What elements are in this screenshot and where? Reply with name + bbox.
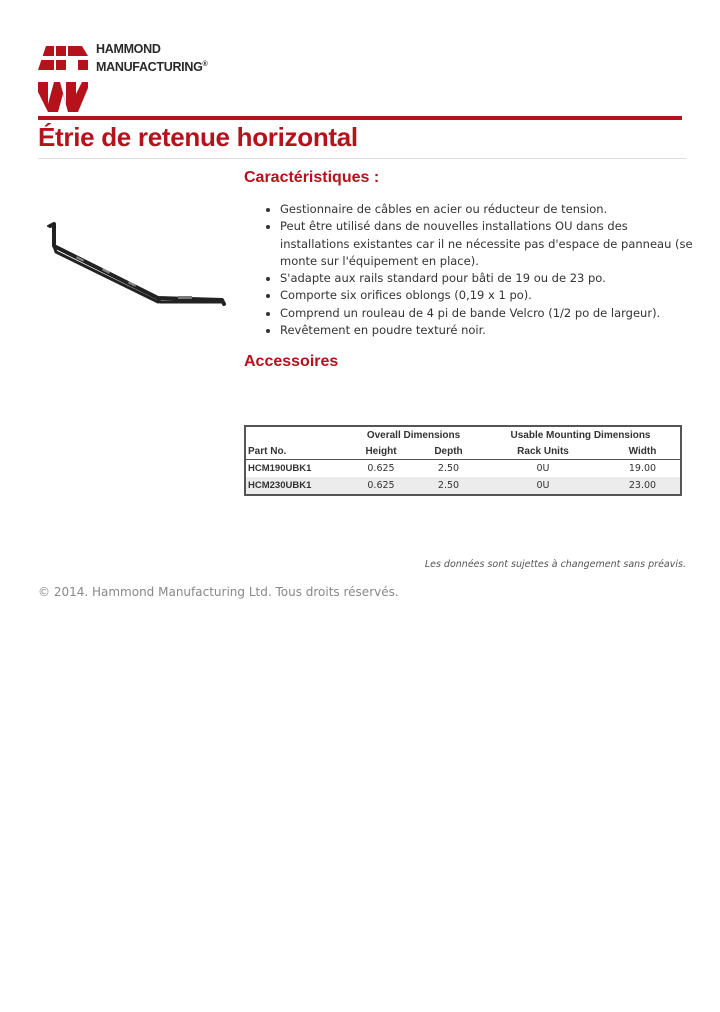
cell-width: 19.00 bbox=[628, 463, 657, 474]
copyright: © 2014. Hammond Manufacturing Ltd. Tous droits réservés. bbox=[38, 585, 399, 599]
column-header-rack-units: Rack Units bbox=[481, 443, 605, 460]
table-row bbox=[246, 460, 680, 478]
accessories-heading: Accessoires bbox=[244, 353, 339, 370]
cell-rack-units: 0U bbox=[481, 477, 605, 494]
divider bbox=[38, 158, 686, 159]
part-number: HCM190UBK1 bbox=[248, 463, 312, 474]
list-item: • S'adapte aux rails standard pour bâti de 19 ou de 23 po. bbox=[280, 270, 700, 287]
features-heading: Caractéristiques : bbox=[244, 169, 380, 186]
hammond-logo bbox=[38, 42, 238, 114]
list-item: • Revêtement en poudre texturé noir. bbox=[280, 322, 700, 339]
table-group-overall: Overall Dimensions bbox=[366, 429, 461, 441]
page-title: Étrie de retenue horizontal bbox=[38, 122, 358, 152]
features-list bbox=[262, 201, 700, 339]
hammond-logo-mark-icon bbox=[38, 42, 88, 114]
column-header-depth: Depth bbox=[416, 443, 481, 460]
cell-depth: 2.50 bbox=[437, 463, 460, 474]
registered-mark: ® bbox=[202, 61, 208, 68]
accessories-table bbox=[244, 425, 682, 496]
product-image bbox=[40, 218, 230, 318]
column-header-height: Height bbox=[346, 443, 416, 460]
cell-depth: 2.50 bbox=[416, 477, 481, 494]
cell-rack-units: 0U bbox=[536, 463, 550, 474]
column-header-part: Part No. bbox=[246, 443, 346, 460]
list-item: • Gestionnaire de câbles en acier ou réducteur de tension. bbox=[280, 201, 700, 218]
list-item: • Comprend un rouleau de 4 pi de bande Velcro (1/2 po de largeur). bbox=[280, 305, 700, 322]
brand-line1: HAMMOND bbox=[96, 42, 161, 56]
list-item: • Comporte six orifices oblongs (0,19 x 1 po). bbox=[280, 287, 700, 304]
brand-line2-text: MANUFACTURING bbox=[96, 60, 203, 75]
table-row bbox=[246, 477, 680, 494]
part-number: HCM230UBK1 bbox=[246, 477, 346, 494]
title-bar-accent bbox=[38, 116, 682, 120]
table-group-usable: Usable Mounting Dimensions bbox=[510, 429, 651, 441]
cell-height: 0.625 bbox=[367, 463, 395, 474]
table-header-empty bbox=[246, 427, 346, 443]
cell-width: 23.00 bbox=[605, 477, 680, 494]
cell-height: 0.625 bbox=[346, 477, 416, 494]
disclaimer: Les données sont sujettes à changement sans préavis. bbox=[424, 559, 686, 570]
column-header-width: Width bbox=[605, 443, 680, 460]
brand-name bbox=[96, 42, 207, 75]
list-item: • Peut être utilisé dans de nouvelles installations OU dans des installations existantes car il ne nécessite pas d'espace de panneau (se monte sur l'équipement en place). bbox=[280, 218, 700, 270]
brand-line2 bbox=[96, 57, 207, 75]
